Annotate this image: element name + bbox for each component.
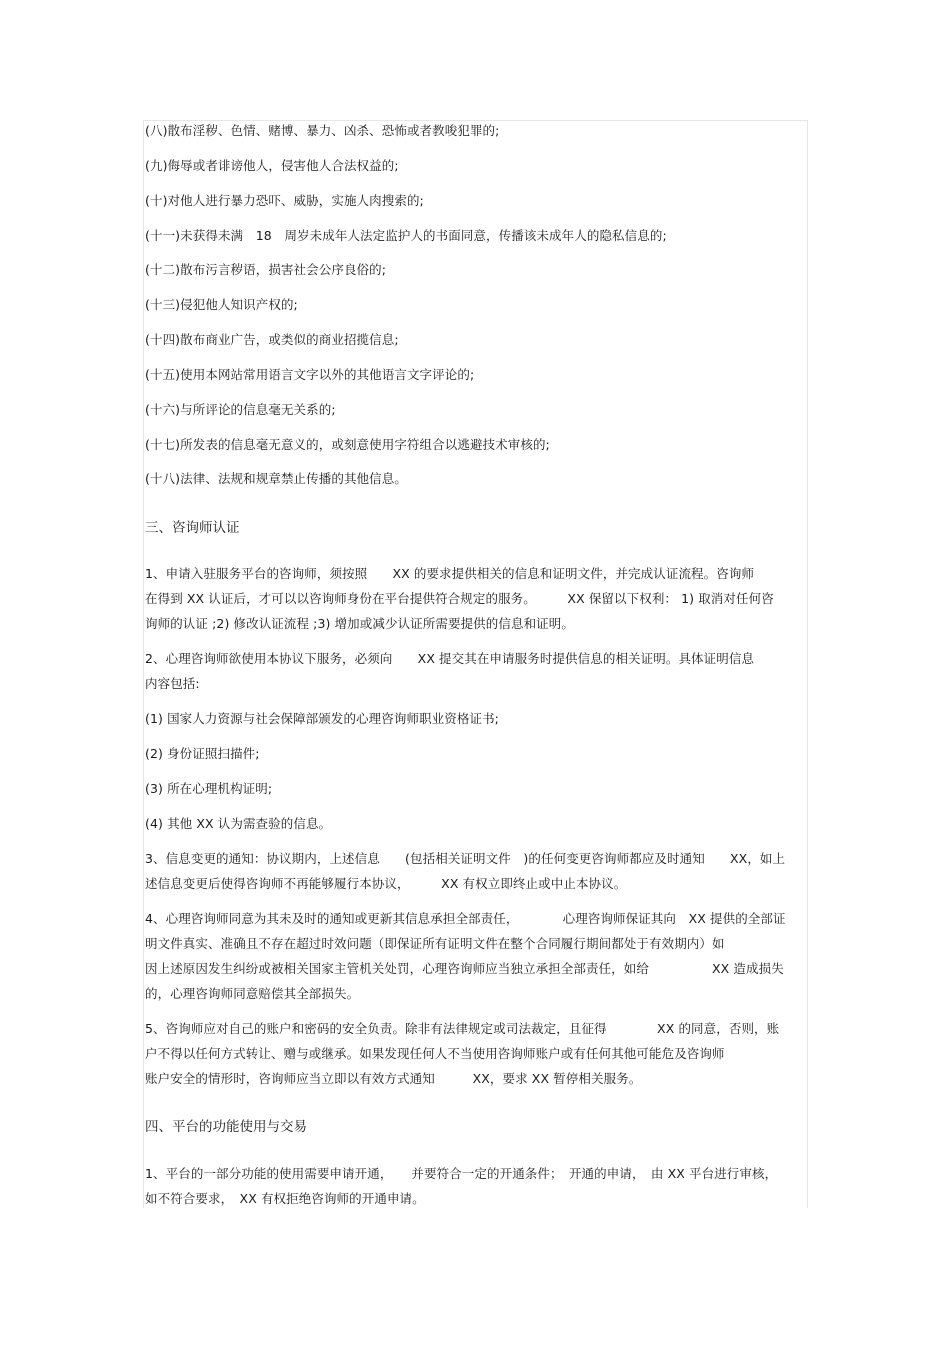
list-item: (十二)散布污言秽语，损害社会公序良俗的; xyxy=(145,262,387,277)
section-3-p2-line: 2、心理咨询师欲使用本协议下服务，必须向 XX 提交其在申请服务时提供信息的相关证明。具体证明信息 xyxy=(145,651,755,666)
section-3-p5-line: 户不得以任何方式转让、赠与或继承。如果发现任何人不当使用咨询师账户或有任何其他可能危及咨询师 xyxy=(145,1046,725,1061)
list-item: (十六)与所评论的信息毫无关系的; xyxy=(145,402,336,417)
list-item: (八)散布淫秽、色情、赌博、暴力、凶杀、恐怖或者教唆犯罪的; xyxy=(145,123,500,138)
section-3-p5-line: 账户安全的情形时，咨询师应当立即以有效方式通知 XX，要求 XX 暂停相关服务。 xyxy=(145,1071,642,1086)
section-4-title: 四、平台的功能使用与交易 xyxy=(145,1119,307,1135)
section-3-p2-line: 内容包括: xyxy=(145,676,200,691)
list-item: (十四)散布商业广告，或类似的商业招揽信息; xyxy=(145,332,399,347)
section-3-list-item: (4) 其他 XX 认为需查验的信息。 xyxy=(145,816,332,831)
list-item: (十)对他人进行暴力恐吓、威胁，实施人肉搜索的; xyxy=(145,193,424,208)
list-item: (十五)使用本网站常用语言文字以外的其他语言文字评论的; xyxy=(145,367,475,382)
section-3-p4-line: 因上述原因发生纠纷或被相关国家主管机关处罚，心理咨询师应当独立承担全部责任，如给 XX 造成损失 xyxy=(145,961,784,976)
page-frame-right xyxy=(807,120,808,1208)
section-3-p4-line: 4、心理咨询师同意为其未及时的通知或更新其信息承担全部责任， 心理咨询师保证其向 XX 提供的全部证 xyxy=(145,911,786,926)
section-3-p1-line: 询师的认证 ;2) 修改认证流程 ;3) 增加或减少认证所需要提供的信息和证明。 xyxy=(145,616,574,631)
list-item: (十七)所发表的信息毫无意义的，或刻意使用字符组合以逃避技术审核的; xyxy=(145,437,550,452)
list-item: (十三)侵犯他人知识产权的; xyxy=(145,297,298,312)
list-item: (九)侮辱或者诽谤他人，侵害他人合法权益的; xyxy=(145,158,399,173)
page-frame-left xyxy=(143,120,144,1208)
section-3-list-item: (3) 所在心理机构证明; xyxy=(145,781,273,796)
section-3-p4-line: 明文件真实、准确且不存在超过时效问题（即保证所有证明文件在整个合同履行期间都处于有效期内）如 xyxy=(145,936,725,951)
list-item: (十八)法律、法规和规章禁止传播的其他信息。 xyxy=(145,471,407,486)
section-3-list-item: (2) 身份证照扫描件; xyxy=(145,746,260,761)
section-4-p1-line: 如不符合要求， XX 有权拒绝咨询师的开通申请。 xyxy=(145,1191,425,1206)
list-item: (十一)未获得未满 18 周岁未成年人法定监护人的书面同意，传播该未成年人的隐私信息的; xyxy=(145,228,667,243)
section-3-title: 三、咨询师认证 xyxy=(145,520,240,536)
section-3-p3-line: 3、信息变更的通知：协议期内，上述信息 (包括相关证明文件 )的任何变更咨询师都应及时通知 XX，如上 xyxy=(145,851,786,866)
section-3-list-item: (1) 国家人力资源与社会保障部颁发的心理咨询师职业资格证书; xyxy=(145,711,499,726)
section-3-p5-line: 5、咨询师应对自己的账户和密码的安全负责。除非有法律规定或司法裁定，且征得 XX 的同意，否则，账 xyxy=(145,1021,780,1036)
section-3-p1-line: 1、申请入驻服务平台的咨询师，须按照 XX 的要求提供相关的信息和证明文件，并完成认证流程。咨询师 xyxy=(145,566,755,581)
page-frame-top xyxy=(143,120,808,121)
section-3-p4-line: 的，心理咨询师同意赔偿其全部损失。 xyxy=(145,986,360,1001)
section-4-p1-line: 1、平台的一部分功能的使用需要申请开通， 并要符合一定的开通条件； 开通的申请， 由 XX 平台进行审核， xyxy=(145,1166,778,1181)
section-3-p3-line: 述信息变更后使得咨询师不再能够履行本协议， XX 有权立即终止或中止本协议。 xyxy=(145,876,627,891)
section-3-p1-line: 在得到 XX 认证后，才可以以咨询师身份在平台提供符合规定的服务。 XX 保留以下权利： 1) 取消对任何咨 xyxy=(145,591,774,606)
